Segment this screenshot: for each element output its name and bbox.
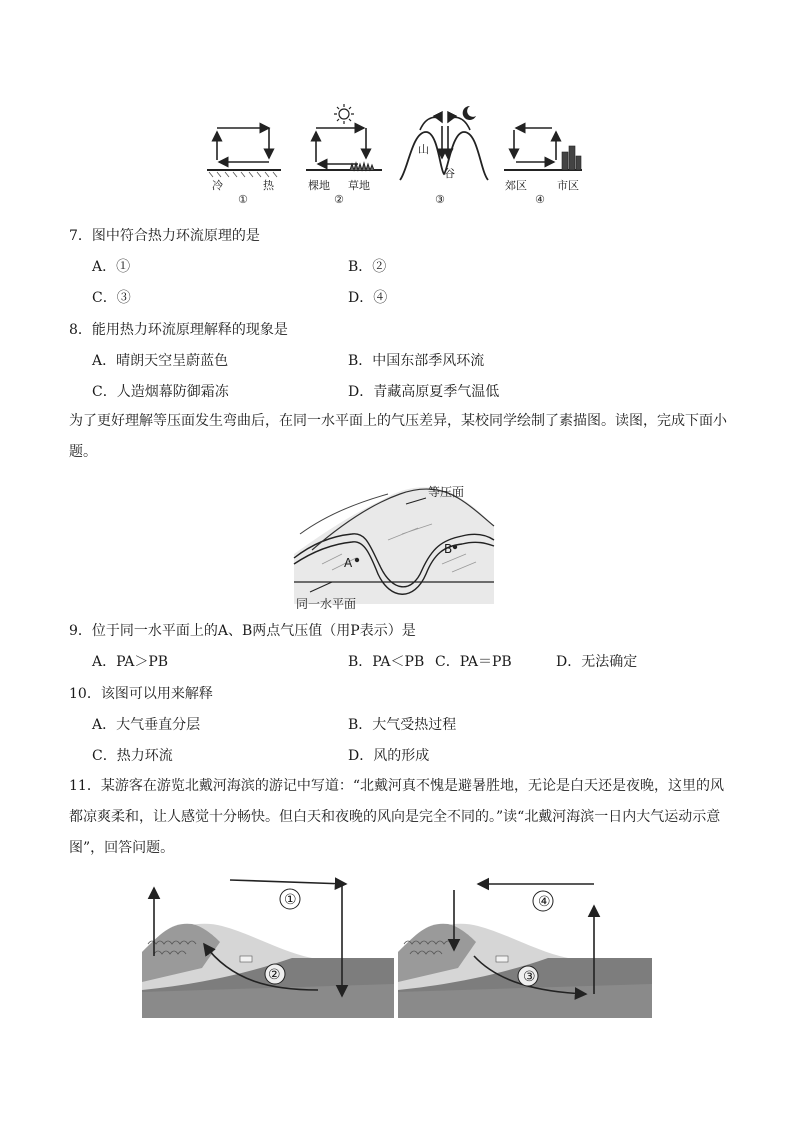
panel-2-number: ② xyxy=(334,193,344,206)
panel-1-right-label: 热 xyxy=(263,179,274,192)
panel-1-left-label: 冷 xyxy=(212,179,223,192)
panel-3-number: ③ xyxy=(435,193,445,206)
question-8-option-b: B．中国东部季风环流 xyxy=(348,353,485,369)
city-buildings-icon xyxy=(562,146,581,170)
question-7-option-d: D．④ xyxy=(348,290,388,306)
panel-2-left-label: 棵地 xyxy=(308,179,330,192)
daytime-panel xyxy=(142,872,394,1018)
panel-2-diagram xyxy=(304,104,386,180)
question-7-option-b: B．② xyxy=(348,259,387,275)
question-9-option-c: C．PA＝PB xyxy=(435,654,512,670)
question-8-option-a: A．晴朗天空呈蔚蓝色 xyxy=(92,353,229,369)
isobaric-surface-label: 等压面 xyxy=(428,485,465,499)
point-a-label: A xyxy=(344,556,353,570)
question-9-option-a: A．PA＞PB xyxy=(92,654,169,670)
question-9-option-b: B．PA＜PB xyxy=(348,654,425,670)
question-8-option-d: D．青藏高原夏季气温低 xyxy=(348,384,500,400)
sun-icon xyxy=(334,104,354,124)
question-7-option-c: C．③ xyxy=(92,290,131,306)
question-11-text: 11．某游客在游览北戴河海滨的游记中写道：“北戴河真不愧是避暑胜地，无论是白天还是夜晚，这里的风都凉爽柔和，让人感觉十分畅快。但白天和夜晚的风向是完全不同的。”读“北戴河海滨一日内大气运动示意图”，回答问题。 xyxy=(69,778,724,856)
question-7-option-a: A．① xyxy=(92,259,131,275)
panel-1-number: ① xyxy=(238,193,248,206)
circulation-label-3: ③ xyxy=(523,969,536,985)
panel-4-diagram xyxy=(502,118,586,180)
question-10-option-c: C．热力环流 xyxy=(92,748,173,764)
panel-4-left-label: 郊区 xyxy=(505,179,527,192)
panel-4-right-label: 市区 xyxy=(557,179,579,192)
question-7-stem: 7．图中符合热力环流原理的是 xyxy=(69,228,260,244)
question-10-stem: 10．该图可以用来解释 xyxy=(69,686,213,702)
horizontal-plane-label: 同一水平面 xyxy=(296,597,357,611)
question-8-stem: 8．能用热力环流原理解释的现象是 xyxy=(69,322,288,338)
panel-4-number: ④ xyxy=(535,193,545,206)
circulation-label-2: ② xyxy=(268,967,281,983)
question-8-option-c: C．人造烟幕防御霜冻 xyxy=(92,384,229,400)
circulation-label-4: ④ xyxy=(538,894,551,910)
point-b-label: B xyxy=(444,542,453,556)
question-10-option-a: A．大气垂直分层 xyxy=(92,717,201,733)
intro-paragraph-9-10: 为了更好理解等压面发生弯曲后，在同一水平面上的气压差异，某校同学绘制了素描图。读图，完成下面小题。 xyxy=(69,413,727,460)
panel-1-diagram xyxy=(205,118,285,180)
panel-3-mountain-label: 山 xyxy=(418,143,429,156)
question-10-option-d: D．风的形成 xyxy=(348,748,430,764)
moon-icon xyxy=(463,106,476,120)
nighttime-panel xyxy=(398,872,652,1018)
circulation-label-1: ① xyxy=(284,892,297,908)
panel-3-valley-label: 谷 xyxy=(444,167,455,180)
isobaric-surface-drawing xyxy=(292,474,496,614)
question-9-option-d: D．无法确定 xyxy=(556,654,638,670)
question-10-option-b: B．大气受热过程 xyxy=(348,717,457,733)
panel-2-right-label: 草地 xyxy=(348,179,370,192)
question-9-stem: 9．位于同一水平面上的A、B两点气压值（用P表示）是 xyxy=(69,623,416,639)
